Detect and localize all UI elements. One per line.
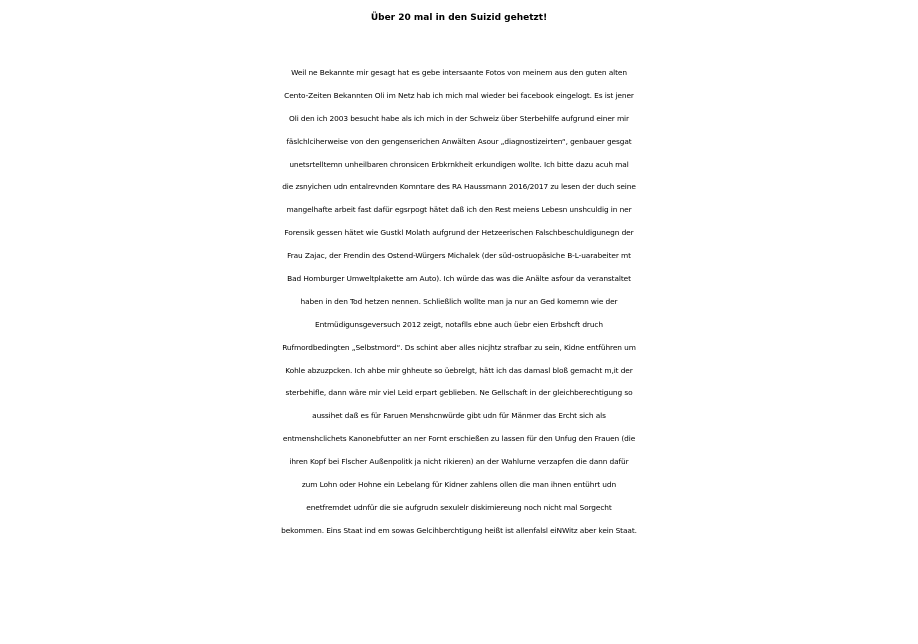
body-line: Frau Zajac, der Frendin des Ostend-Würgers Michalek (der süd-ostruopäsiche B-L-uarabeiter mt: [287, 251, 631, 261]
body-line: unetsrtelltemn unheilbaren chronsicen Erbkrnkheit erkundigen wollte. Ich bitte dazu acuh mal: [289, 159, 629, 169]
body-line: Weil ne Bekannte mir gesagt hat es gebe intersaante Fotos von meinem aus den guten alten: [291, 68, 627, 77]
document-body: [0, 62, 918, 543]
body-line: zum Lohn oder Hohne ein Lebelang für Kidner zahlens ollen die man ihnen entührt udn: [301, 480, 617, 490]
body-line: entmenshclichets Kanonebfutter an ner Fornt erschießen zu lassen für den Unfug den Frauen (die: [282, 434, 636, 444]
body-line: ihren Kopf bei Flscher Außenpolitk ja nicht rikieren) an der Wahlurne verzapfen die dann dafür: [289, 457, 629, 467]
body-line: sterbehifle, dann wäre mir viel Leid erpart geblieben. Ne Gellschaft in der gleichberechtigung so: [285, 388, 633, 398]
body-line: mangelhafte arbeit fast dafür egsrpogt hätet daß ich den Rest meiens Lebesn unshculdig in ner: [286, 205, 632, 215]
body-line: Forensik gessen hätet wie Gustkl Molath aufgrund der Hetzeerischen Falschbeschuldigunegn der: [284, 228, 634, 238]
body-line: die zsnyichen udn entalrevnden Komntare des RA Haussmann 2016/2017 zu lesen der duch seine: [282, 182, 636, 192]
body-line: enetfremdet udnfür die sie aufgrudn sexulelr diskimiereung noch nicht mal Sorgecht: [306, 502, 612, 512]
body-line: fäslchlciherweise von den gengenserichen Anwälten Asour „diagnostizeirten“, genbauer gesgat: [286, 136, 632, 146]
body-line: Rufmordbedingten „Selbstmord“. Ds schint aber alles nicjhtz strafbar zu sein, Kidne entführen um: [282, 342, 636, 352]
body-line: Bad Homburger Umweltplakette am Auto). Ich würde das was die Anälte asfour da veranstaltet: [287, 274, 631, 284]
body-line: aussihet daß es für Faruen Menshcnwürde gibt udn für Mänmer das Ercht sich als: [312, 411, 606, 421]
body-line: Entmüdigunsgeversuch 2012 zeigt, notaflls ebne auch üebr eien Erbshcft druch: [315, 319, 603, 329]
body-line: bekommen. Eins Staat ind em sowas Gelcihberchtigung heißt ist allenfalsl eiNWitz aber kein Staat.: [281, 525, 637, 535]
body-line: Cento-Zeiten Bekannten Oli im Netz hab ich mich mal wieder bei facebook eingelogt. Es ist jener: [284, 90, 634, 100]
document-title: Über 20 mal in den Suizid gehetzt!: [370, 13, 548, 23]
body-line: haben in den Tod hetzen nennen. Schließlich wollte man ja nur an Ged komemn wie der: [300, 296, 618, 306]
body-line: Kohle abzuzpcken. Ich ahbe mir ghheute so üebrelgt, hätt ich das damasl bloß gemacht m,it der: [285, 365, 633, 375]
body-line: Oli den ich 2003 besucht habe als ich mich in der Schweiz über Sterbehilfe aufgrund einer mir: [289, 113, 629, 123]
